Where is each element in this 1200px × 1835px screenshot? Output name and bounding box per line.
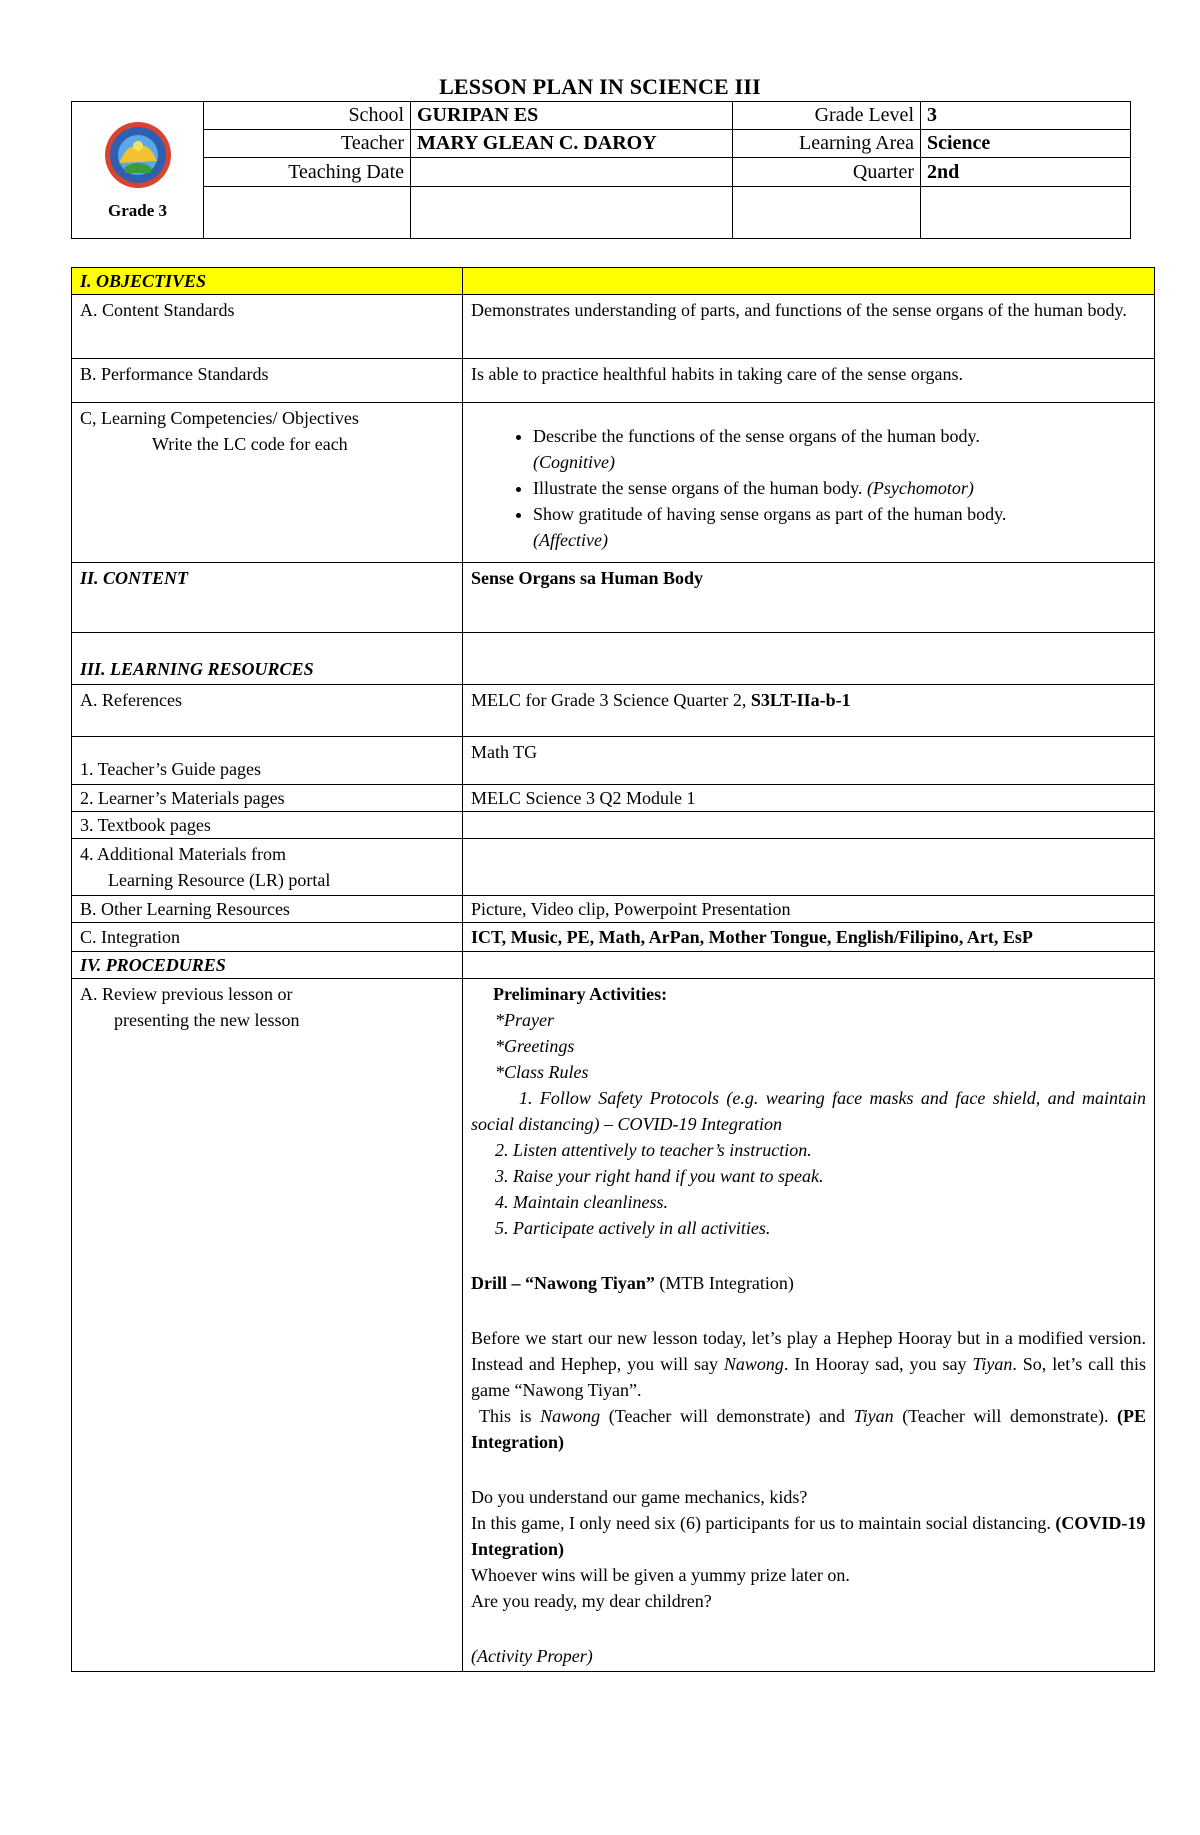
empty-cell [463, 839, 1155, 896]
empty-cell [411, 186, 733, 238]
performance-standards-label: B. Performance Standards [72, 359, 463, 403]
references-value: MELC for Grade 3 Science Quarter 2, [471, 690, 747, 710]
other-value: Picture, Video clip, Powerpoint Presentation [463, 896, 1155, 923]
rule-1: 1. Follow Safety Protocols (e.g. wearing face masks and face shield, and maintain social distancing) – COVID-19 Integration [471, 1088, 1146, 1134]
empty-cell [204, 186, 411, 238]
preliminary-heading: Preliminary Activities: [493, 984, 668, 1004]
content-value: Sense Organs sa Human Body [463, 563, 1155, 633]
empty-cell [921, 186, 1131, 238]
lm-label: 2. Learner’s Materials pages [72, 785, 463, 812]
list-item: • Illustrate the sense organs of the human body. (Psychomotor) [533, 475, 1146, 501]
procedure-content [463, 979, 1155, 1672]
rule-2: 2. Listen attentively to teacher’s instruction. [495, 1140, 812, 1160]
textbook-row [72, 812, 1155, 839]
drill-paragraph-1: Before we start our new lesson today, let’s play a Hephep Hooray but in a modified version. Instead and Hephep, you will say Nawong. In Hooray sad, you say Tiyan. So, let’s call this game “Nawong Tiyan”. [471, 1328, 1147, 1400]
empty-cell [463, 952, 1155, 979]
empty-cell [463, 633, 1155, 685]
rule-3: 3. Raise your right hand if you want to speak. [495, 1166, 824, 1186]
integration-value: ICT, Music, PE, Math, ArPan, Mother Tongue, English/Filipino, Art, EsP [463, 923, 1155, 952]
question-3: Whoever wins will be given a yummy prize later on. [471, 1565, 850, 1585]
tg-value: Math TG [463, 737, 1155, 785]
content-standards-label: A. Content Standards [72, 295, 463, 359]
competencies-row [72, 403, 1155, 563]
rule-5: 5. Participate actively in all activities. [495, 1218, 771, 1238]
lm-row [72, 785, 1155, 812]
other-label: B. Other Learning Resources [72, 896, 463, 923]
procedures-heading: IV. PROCEDURES [72, 952, 463, 979]
lesson-plan-table [71, 267, 1155, 1672]
learning-area-label: Learning Area [733, 130, 921, 158]
objectives-heading: I. OBJECTIVES [72, 268, 463, 295]
grade-badge: Grade 3 [107, 201, 168, 220]
list-item: • Describe the functions of the sense organs of the human body. (Cognitive) [533, 423, 1146, 475]
question-4: Are you ready, my dear children? [471, 1591, 712, 1611]
references-row [72, 685, 1155, 737]
integration-label: C. Integration [72, 923, 463, 952]
grade-level-label: Grade Level [733, 102, 921, 130]
additional-label-1: 4. Additional Materials from [80, 844, 286, 864]
learning-area-value: Science [921, 130, 1131, 158]
objectives-row [72, 268, 1155, 295]
other-row [72, 896, 1155, 923]
question-1: Do you understand our game mechanics, kids? [471, 1487, 808, 1507]
content-standards-row [72, 295, 1155, 359]
greetings-item: *Greetings [495, 1036, 575, 1056]
competencies-cell [72, 403, 463, 563]
review-cell [72, 979, 463, 1672]
teaching-date-label: Teaching Date [204, 158, 411, 186]
references-cell [463, 685, 1155, 737]
lm-value: MELC Science 3 Q2 Module 1 [463, 785, 1155, 812]
integration-row [72, 923, 1155, 952]
resources-heading-row [72, 633, 1155, 685]
review-label-2: presenting the new lesson [114, 1010, 300, 1030]
empty-cell [463, 268, 1155, 295]
tg-row [72, 737, 1155, 785]
content-standards-value: Demonstrates understanding of parts, and functions of the sense organs of the human body. [463, 295, 1155, 359]
logo-cell [72, 102, 204, 239]
teaching-date-value [411, 158, 733, 186]
activity-proper: (Activity Proper) [471, 1646, 593, 1666]
competencies-sublabel: Write the LC code for each [152, 434, 348, 454]
deped-seal-icon [95, 119, 181, 191]
teacher-value: MARY GLEAN C. DAROY [411, 130, 733, 158]
drill-paragraph-2: This is Nawong (Teacher will demonstrate) and Tiyan (Teacher will demonstrate). (PE Integration) [471, 1406, 1147, 1452]
question-2: In this game, I only need six (6) participants for us to maintain social distancing. (COVID-19 Integration) [471, 1513, 1146, 1559]
references-code: S3LT-IIa-b-1 [750, 690, 851, 710]
quarter-value: 2nd [921, 158, 1131, 186]
header-table [71, 101, 1131, 239]
competencies-list [471, 423, 1146, 553]
drill-title: Drill – “Nawong Tiyan” (MTB Integration) [471, 1273, 794, 1293]
school-label: School [204, 102, 411, 130]
list-item: • Show gratitude of having sense organs as part of the human body. (Affective) [533, 501, 1146, 553]
additional-label-2: Learning Resource (LR) portal [108, 870, 331, 890]
class-rules-item: *Class Rules [495, 1062, 589, 1082]
performance-standards-value: Is able to practice healthful habits in taking care of the sense organs. [463, 359, 1155, 403]
quarter-label: Quarter [733, 158, 921, 186]
school-value: GURIPAN ES [411, 102, 733, 130]
textbook-label: 3. Textbook pages [72, 812, 463, 839]
tg-label: 1. Teacher’s Guide pages [72, 737, 463, 785]
content-heading: II. CONTENT [72, 563, 463, 633]
competencies-label: C, Learning Competencies/ Objectives [80, 408, 359, 428]
resources-heading: III. LEARNING RESOURCES [72, 633, 463, 685]
competencies-list-cell [463, 403, 1155, 563]
additional-row [72, 839, 1155, 896]
grade-level-value: 3 [921, 102, 1131, 130]
procedures-heading-row [72, 952, 1155, 979]
teacher-label: Teacher [204, 130, 411, 158]
performance-standards-row [72, 359, 1155, 403]
rule-4: 4. Maintain cleanliness. [495, 1192, 668, 1212]
review-row [72, 979, 1155, 1672]
references-label: A. References [72, 685, 463, 737]
empty-cell [733, 186, 921, 238]
content-row [72, 563, 1155, 633]
additional-cell [72, 839, 463, 896]
review-label-1: A. Review previous lesson or [80, 984, 293, 1004]
page-title: LESSON PLAN IN SCIENCE III [439, 74, 761, 99]
empty-cell [463, 812, 1155, 839]
prayer-item: *Prayer [495, 1010, 554, 1030]
